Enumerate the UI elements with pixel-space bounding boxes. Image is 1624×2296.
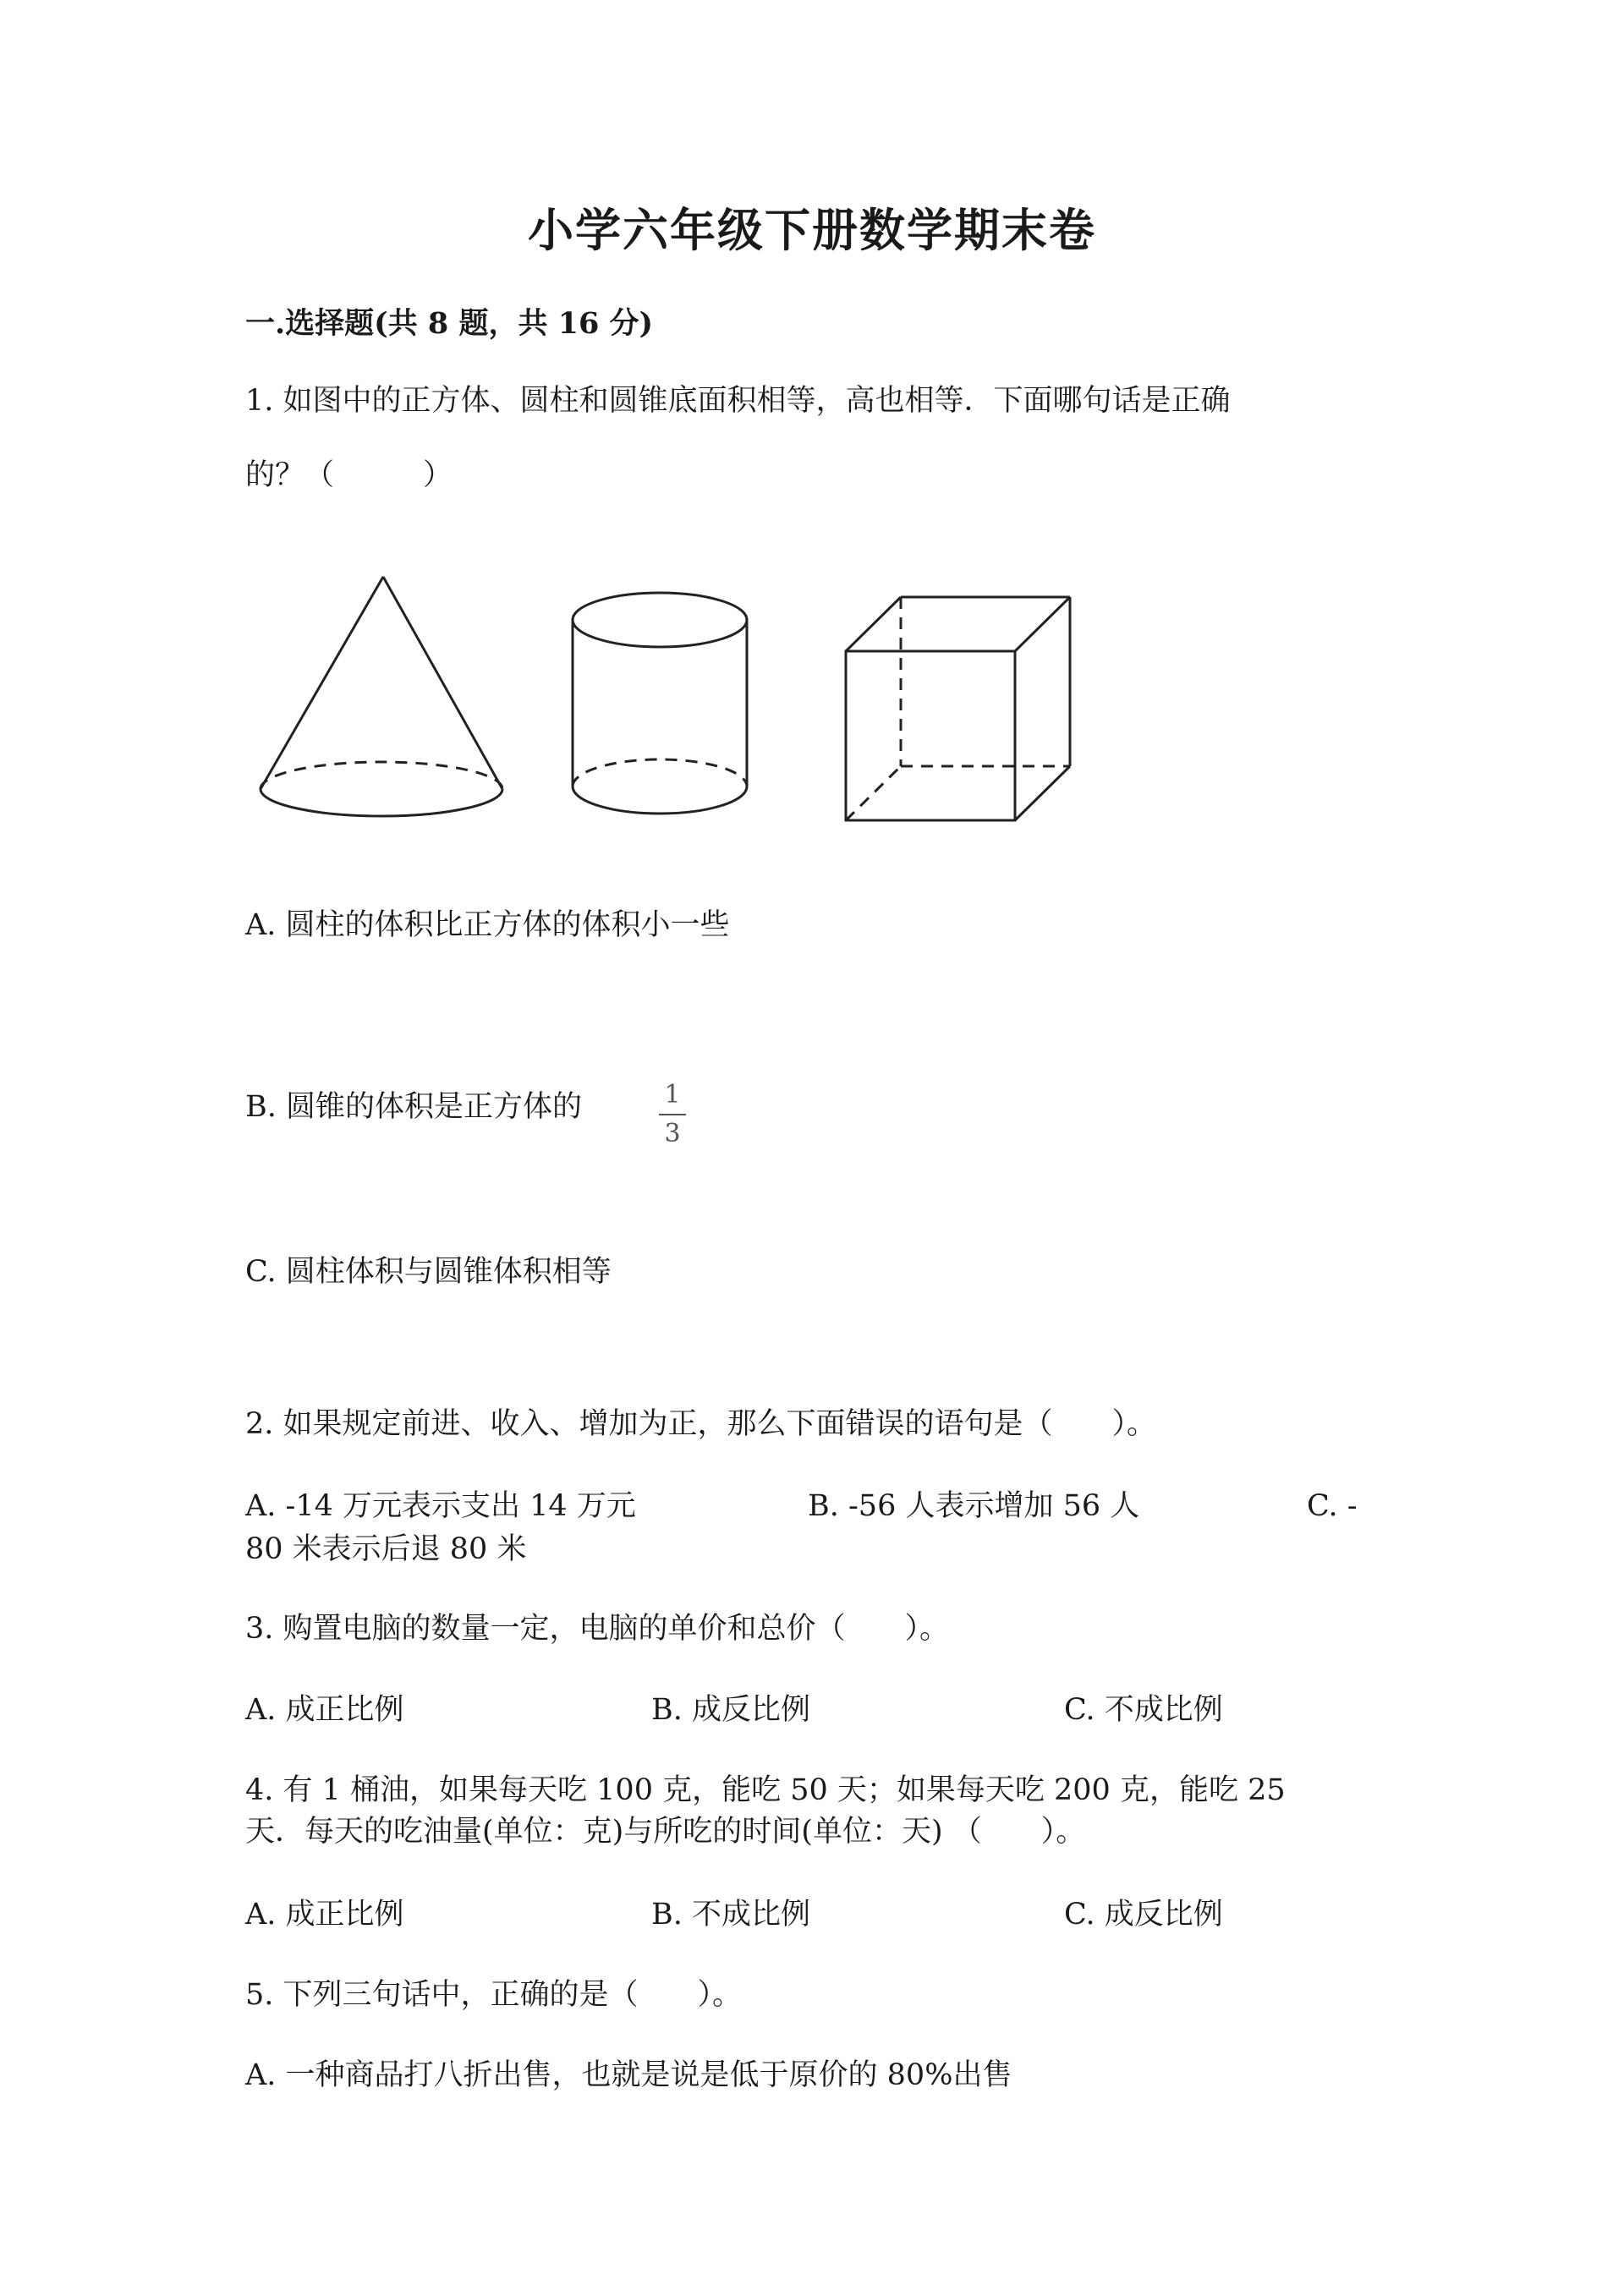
q4-stem-line1: 4. 有 1 桶油，如果每天吃 100 克，能吃 50 天；如果每天吃 200 克，能吃 25 xyxy=(245,1773,1286,1807)
q2-option-b: B. -56 人表示增加 56 人 xyxy=(808,1489,1140,1523)
q3-option-b: B. 成反比例 xyxy=(651,1693,810,1727)
q1-option-b: B. 圆锥的体积是正方体的 xyxy=(245,1090,582,1124)
q3-option-c: C. 不成比例 xyxy=(1064,1693,1223,1727)
q1-stem-line2: 的？（ ） xyxy=(245,458,453,492)
q5-stem: 5. 下列三句话中，正确的是（ ）。 xyxy=(245,1978,743,2012)
page-title: 小学六年级下册数学期末卷 xyxy=(528,203,1096,257)
cube-icon xyxy=(846,597,1070,820)
q2-stem: 2. 如果规定前进、收入、增加为正，那么下面错误的语句是（ ）。 xyxy=(245,1407,1157,1441)
fraction-numerator: 1 xyxy=(664,1080,681,1110)
q4-stem-line2: 天．每天的吃油量(单位：克)与所吃的时间(单位：天) （ ）。 xyxy=(245,1815,1086,1849)
cone-icon xyxy=(261,577,502,816)
q5-option-a: A. 一种商品打八折出售，也就是说是低于原价的 80%出售 xyxy=(245,2058,1012,2092)
cylinder-icon xyxy=(573,593,747,814)
q4-option-c: C. 成反比例 xyxy=(1064,1898,1223,1932)
q1-figure xyxy=(245,567,1091,837)
q1-option-a: A. 圆柱的体积比正方体的体积小一些 xyxy=(245,908,730,942)
fraction-one-third xyxy=(656,1078,689,1151)
q1-stem-line1: 1. 如图中的正方体、圆柱和圆锥底面积相等，高也相等．下面哪句话是正确 xyxy=(245,384,1231,418)
fraction-denominator: 3 xyxy=(664,1119,681,1148)
q2-option-c-cont: 80 米表示后退 80 米 xyxy=(245,1532,527,1566)
q4-option-a: A. 成正比例 xyxy=(245,1898,404,1932)
q1-option-c: C. 圆柱体积与圆锥体积相等 xyxy=(245,1255,612,1289)
q2-option-a: A. -14 万元表示支出 14 万元 xyxy=(245,1489,636,1523)
section-heading: 一.选择题(共 8 题，共 16 分) xyxy=(245,306,654,341)
q2-option-c: C. - xyxy=(1307,1489,1358,1523)
q4-option-b: B. 不成比例 xyxy=(651,1898,810,1932)
q3-option-a: A. 成正比例 xyxy=(245,1693,404,1727)
q3-stem: 3. 购置电脑的数量一定，电脑的单价和总价（ ）。 xyxy=(245,1612,950,1646)
